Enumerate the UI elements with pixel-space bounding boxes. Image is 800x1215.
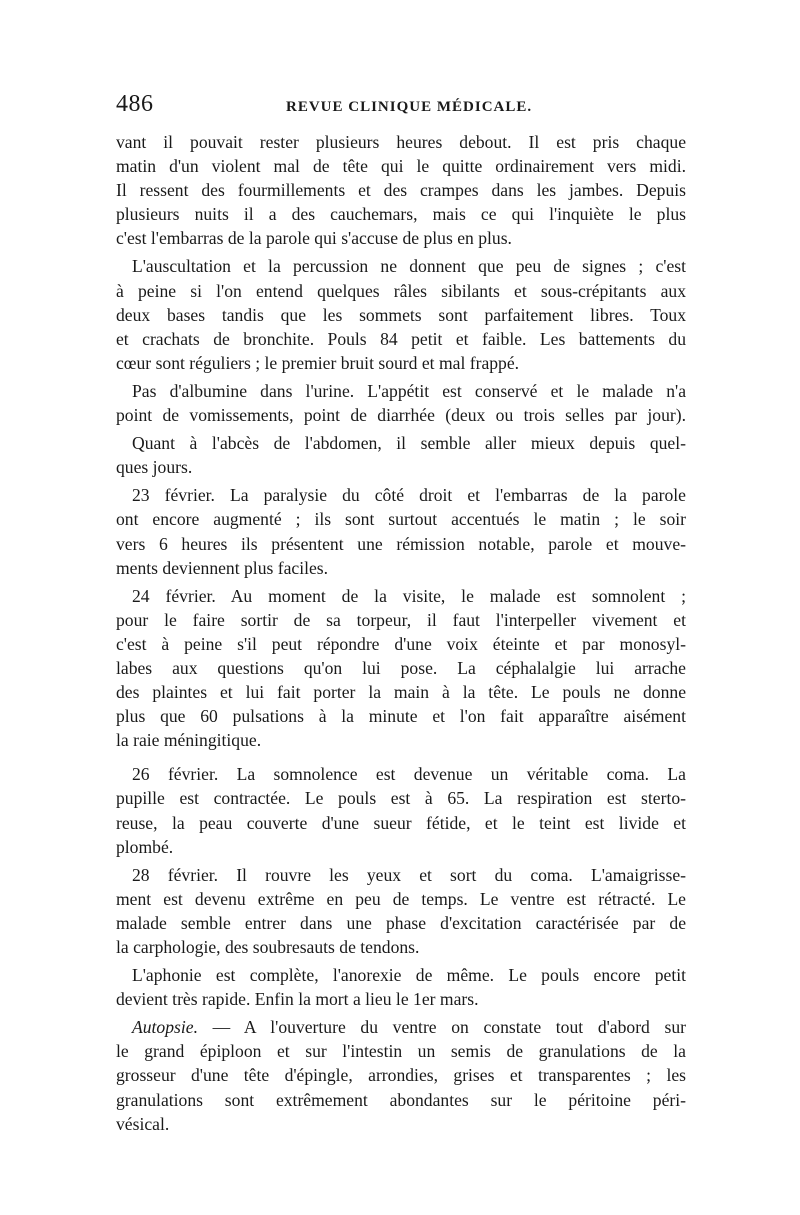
- text-line: vésical.: [116, 1113, 170, 1134]
- text-line: pour le faire sortir de sa torpeur, il faut l'interpeller vivement et: [116, 609, 686, 630]
- paragraph-4: [116, 431, 686, 479]
- text-line: reuse, la peau couverte d'une sueur fétide, et le teint est livide et: [116, 812, 686, 833]
- text-line: deux bases tandis que les sommets sont parfaitement libres. Toux: [116, 304, 686, 325]
- text-line: plus que 60 pulsations à la minute et l'on fait apparaître aisément: [116, 706, 686, 727]
- autopsie-label: Autopsie.: [132, 1017, 198, 1038]
- text-line: le grand épiploon et sur l'intestin un semis de granulations de la: [116, 1041, 686, 1062]
- paragraph-9: [116, 963, 686, 1011]
- text-line: Quant à l'abcès de l'abdomen, il semble aller mieux depuis quel-: [132, 433, 686, 454]
- text-line: matin d'un violent mal de tête qui le quitte ordinairement vers midi.: [116, 156, 686, 177]
- text-line: ques jours.: [116, 457, 193, 478]
- text-line: granulations sont extrêmement abondantes sur le péritoine péri-: [116, 1089, 686, 1110]
- text-line: malade semble entrer dans une phase d'excitation caractérisée par de: [116, 912, 686, 933]
- text-line: grosseur d'une tête d'épingle, arrondies, grises et transparentes ; les: [116, 1065, 686, 1086]
- text-line: [116, 1015, 686, 1039]
- text-line: Il ressent des fourmillements et des crampes dans les jambes. Depuis: [116, 180, 686, 201]
- text-line: et crachats de bronchite. Pouls 84 petit et faible. Les battements du: [116, 328, 686, 349]
- body-text: [116, 130, 686, 1136]
- text-line: 28 février. Il rouvre les yeux et sort du coma. L'amaigrisse-: [132, 864, 686, 885]
- paragraph-5: [116, 483, 686, 579]
- text-line: point de vomissements, point de diarrhée (deux ou trois selles par jour).: [116, 405, 686, 426]
- text-line: c'est l'embarras de la parole qui s'accuse de plus en plus.: [116, 228, 512, 249]
- text-line: des plaintes et lui fait porter la main à la tête. Le pouls ne donne: [116, 682, 686, 703]
- paragraph-6: [116, 584, 686, 753]
- text-line: ments deviennent plus faciles.: [116, 557, 329, 578]
- paragraph-autopsie: [116, 1015, 686, 1135]
- text-line: vers 6 heures ils présentent une rémission notable, parole et mouve-: [116, 533, 686, 554]
- text-line: ont encore augmenté ; ils sont surtout accentués le matin ; le soir: [116, 509, 686, 530]
- running-head: [116, 91, 686, 125]
- paragraph-2: [116, 254, 686, 374]
- paragraph-3: [116, 379, 686, 427]
- text-line: à peine si l'on entend quelques râles sibilants et sous-crépitants aux: [116, 280, 686, 301]
- text-line: pupille est contractée. Le pouls est à 65. La respiration est sterto-: [116, 788, 686, 809]
- text-line: la raie méningitique.: [116, 730, 262, 751]
- paragraph-1: [116, 130, 686, 250]
- text-line: L'aphonie est complète, l'anorexie de même. Le pouls encore petit: [132, 965, 686, 986]
- autopsie-first-line-text: — A l'ouverture du ventre on constate tout d'abord sur: [197, 1017, 686, 1038]
- text-line: plombé.: [116, 836, 174, 857]
- text-line: 26 février. La somnolence est devenue un véritable coma. La: [132, 764, 686, 785]
- text-line: la carphologie, des soubresauts de tendons.: [116, 937, 420, 957]
- text-line: L'auscultation et la percussion ne donnent que peu de signes ; c'est: [132, 256, 686, 277]
- page-number: 486: [116, 91, 154, 117]
- journal-title: REVUE CLINIQUE MÉDICALE.: [286, 99, 533, 115]
- text-line: c'est à peine s'il peut répondre d'une voix éteinte et par monosyl-: [116, 633, 686, 654]
- text-line: vant il pouvait rester plusieurs heures debout. Il est pris chaque: [116, 132, 686, 152]
- text-line: ment est devenu extrême en peu de temps. Le ventre est rétracté. Le: [116, 888, 686, 909]
- text-line: 23 février. La paralysie du côté droit et l'embarras de la parole: [132, 485, 686, 506]
- text-line: Pas d'albumine dans l'urine. L'appétit est conservé et le malade n'a: [132, 380, 686, 401]
- text-line: 24 février. Au moment de la visite, le malade est somnolent ;: [132, 585, 686, 606]
- paragraph-8: [116, 863, 686, 959]
- text-line: labes aux questions qu'on lui pose. La céphalalgie lui arrache: [116, 657, 686, 678]
- text-line: cœur sont réguliers ; le premier bruit sourd et mal frappé.: [116, 352, 520, 373]
- text-line: devient très rapide. Enfin la mort a lieu le 1er mars.: [116, 989, 479, 1010]
- text-line: plusieurs nuits il a des cauchemars, mais ce qui l'inquiète le plus: [116, 204, 686, 225]
- paragraph-7: [116, 762, 686, 858]
